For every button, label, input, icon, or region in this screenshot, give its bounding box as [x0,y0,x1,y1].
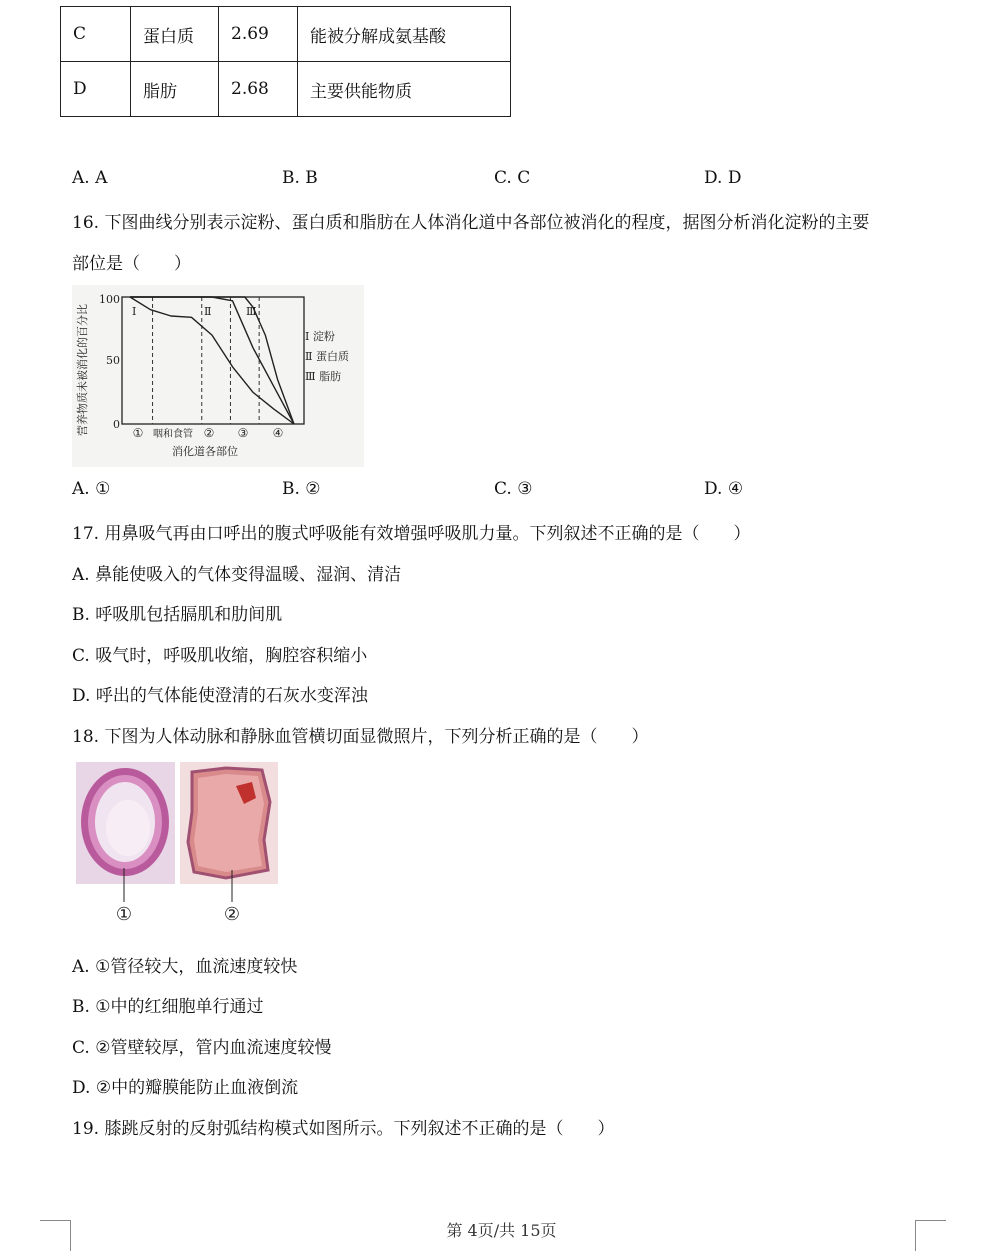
table-cell-nutrient: 蛋白质 [131,7,219,62]
label-vein: ② [223,904,241,925]
y-tick-0: 0 [113,418,120,431]
table-row [61,62,511,117]
x-tick-4: ④ [272,426,284,440]
table-cell-value: 2.68 [219,62,298,117]
q15-option-c: C. C [494,168,531,188]
region-label-2: Ⅱ [204,305,212,318]
x-tick-3: ③ [237,426,249,440]
q17-stem: 17. 用鼻吸气再由口呼出的腹式呼吸能有效增强呼吸肌力量。下列叙述不正确的是（ ） [72,524,751,544]
q15-option-b: B. B [282,168,318,188]
legend-starch: Ⅰ 淀粉 [305,330,335,343]
q18-option-b: B. ①中的红细胞单行通过 [72,997,264,1017]
q18-option-c: C. ②管壁较厚，管内血流速度较慢 [72,1038,332,1058]
y-axis-label: 营养物质未被消化的百分比 [76,304,89,436]
nutrient-table [60,6,511,117]
x-axis-label: 消化道各部位 [172,445,238,458]
digestion-chart [72,285,364,467]
y-tick-50: 50 [106,354,120,367]
q16-option-a: A. ① [72,479,111,499]
artery-photo [76,762,175,884]
q16-stem-cont: 部位是（ ） [72,254,191,274]
x-tick-1: ① [132,426,144,440]
label-artery: ① [115,904,133,925]
q18-stem: 18. 下图为人体动脉和静脉血管横切面显微照片，下列分析正确的是（ ） [72,727,649,747]
q19-stem: 19. 膝跳反射的反射弧结构模式如图所示。下列叙述不正确的是（ ） [72,1119,615,1139]
region-label-3: Ⅲ [246,305,257,318]
q17-option-a: A. 鼻能使吸入的气体变得温暖、湿润、清洁 [72,565,402,585]
x-tick-pharynx: 咽和食管 [153,429,193,440]
table-cell-value: 2.69 [219,7,298,62]
legend-protein: Ⅱ 蛋白质 [305,350,349,363]
q16-stem: 16. 下图曲线分别表示淀粉、蛋白质和脂肪在人体消化道中各部位被消化的程度，据图分析消化淀粉的主要 [72,213,870,233]
legend-fat: Ⅲ 脂肪 [305,370,342,383]
table-row [61,7,511,62]
table-cell-role: 主要供能物质 [298,62,511,117]
q16-option-d: D. ④ [704,479,744,499]
q15-option-d: D. D [704,168,742,188]
vessel-micrographs [76,762,280,928]
q15-option-a: A. A [72,168,108,188]
table-cell-role: 能被分解成氨基酸 [298,7,511,62]
q16-option-b: B. ② [282,479,321,499]
table-cell-option: D [61,62,131,117]
q17-option-c: C. 吸气时，呼吸肌收缩，胸腔容积缩小 [72,646,368,666]
q16-option-c: C. ③ [494,479,533,499]
q18-option-d: D. ②中的瓣膜能防止血液倒流 [72,1078,299,1098]
region-label-1: Ⅰ [132,305,137,318]
page-footer: 第 4页/共 15页 [446,1221,557,1240]
vein-photo [180,762,278,884]
table-cell-nutrient: 脂肪 [131,62,219,117]
q18-option-a: A. ①管径较大，血流速度较快 [72,957,298,977]
x-tick-2: ② [203,426,215,440]
q17-option-d: D. 呼出的气体能使澄清的石灰水变浑浊 [72,686,368,706]
q17-option-b: B. 呼吸肌包括膈肌和肋间肌 [72,605,283,625]
y-tick-100: 100 [99,293,120,306]
table-cell-option: C [61,7,131,62]
